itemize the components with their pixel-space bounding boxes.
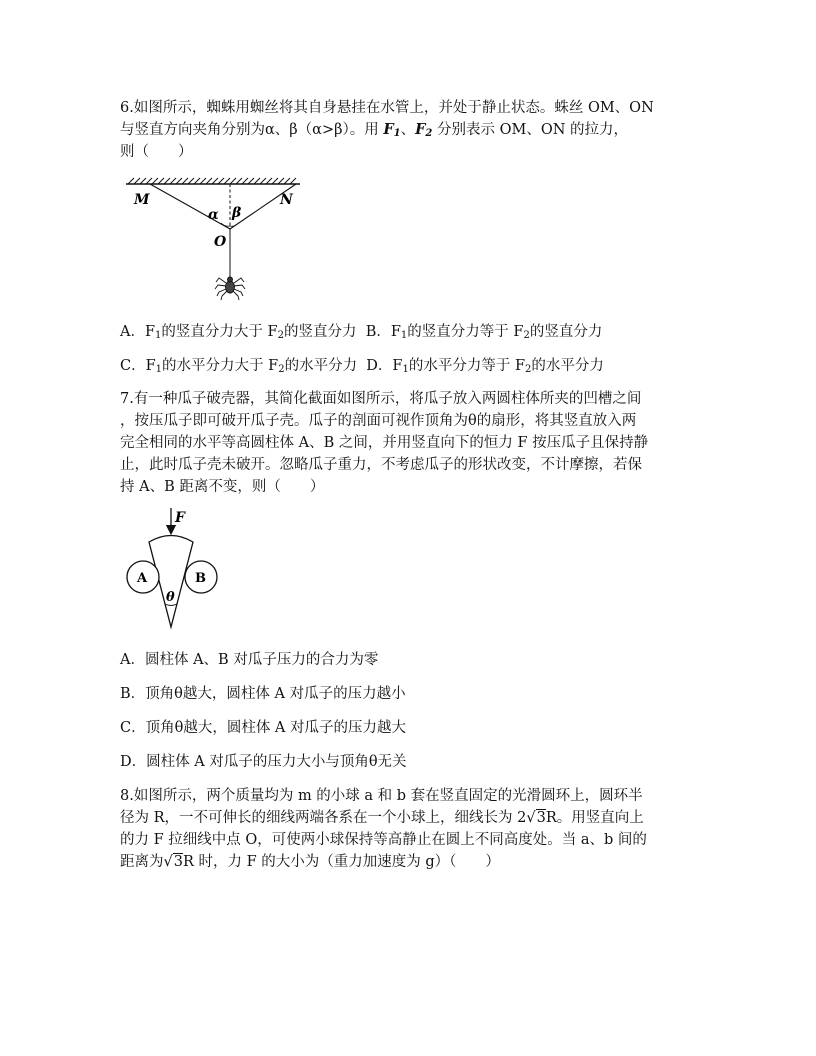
label-O: O <box>214 234 227 250</box>
q6-optA-pre: A．F <box>120 324 156 340</box>
q6-optB-mid: 的竖直分力等于 F <box>407 324 524 340</box>
q6-optC-mid: 的水平分力大于 F <box>162 358 279 374</box>
q6-f2-sub: 2 <box>425 128 433 139</box>
q6-f1: F <box>383 121 394 138</box>
q7-text-line-4: 止，此时瓜子壳未破开。忽略瓜子重力，不考虑瓜子的形状改变，不计摩擦，若保 <box>120 457 642 473</box>
q8-line4-sqrt: 3 <box>173 854 183 870</box>
label-M: M <box>134 192 150 208</box>
q6-text-line-1: 6.如图所示，蜘蛛用蜘丝将其自身悬挂在水管上，并处于静止状态。蛛丝 OM、ON <box>120 100 654 116</box>
q7-text-line-1: 7.有一种瓜子破壳器，其简化截面如图所示，将瓜子放入两圆柱体所夹的凹槽之间 <box>120 391 642 407</box>
q6-optB-post: 的竖直分力 <box>529 324 603 340</box>
q7-option-d: D．圆柱体 A 对瓜子的压力大小与顶角θ无关 <box>120 754 407 770</box>
q7-option-b: B．顶角θ越大，圆柱体 A 对瓜子的压力越小 <box>120 686 406 702</box>
q8-text-line-2 <box>120 806 644 827</box>
q6-f2: F <box>415 121 426 138</box>
q6-text-line-3: 则（ ） <box>120 144 193 160</box>
label-F: F <box>175 510 185 526</box>
q8-line2-sqrt: 3 <box>536 810 546 826</box>
q7-option-a: A．圆柱体 A、B 对瓜子压力的合力为零 <box>120 652 379 668</box>
q6-optD-post: 的水平分力 <box>531 358 604 374</box>
q6-optA-s2: 2 <box>277 330 284 341</box>
q7-text-line-2: ，按压瓜子即可破开瓜子壳。瓜子的剖面可视作顶角为θ的扇形，将其竖直放入两 <box>120 413 637 429</box>
q6-optC-pre: C．F <box>120 358 156 374</box>
label-beta: β <box>232 205 242 221</box>
q6-optD-mid: 的水平分力等于 F <box>408 358 526 374</box>
q6-option-a-b <box>120 320 602 341</box>
q6-line2-b: 分别表示 OM、ON 的拉力， <box>432 122 629 138</box>
q6-optC-post: 的水平分力 <box>284 358 358 374</box>
sqrt-expression: √3 <box>526 810 546 826</box>
seed-cracker-figure <box>120 505 230 635</box>
label-B: B <box>195 571 206 586</box>
q6-line2-a: 与竖直方向夹角分别为α、β（α>β）。用 <box>120 122 384 138</box>
q6-sep: 、 <box>400 122 416 138</box>
q7-option-c: C．顶角θ越大，圆柱体 A 对瓜子的压力越大 <box>120 720 407 736</box>
q8-text-line-3: 的力 F 拉细线中点 O，可使两小球保持等高静止在圆上不同高度处。当 a、b 间的 <box>120 832 647 848</box>
q6-optA-s1: 1 <box>155 330 162 341</box>
q6-optA-post: 的竖直分力 <box>283 324 357 340</box>
label-alpha: α <box>208 207 219 223</box>
q8-text-line-4 <box>120 850 500 871</box>
q6-optA-mid: 的竖直分力大于 F <box>161 324 278 340</box>
q6-optD-s1: 1 <box>402 364 409 375</box>
q6-optB-s1: 1 <box>400 330 408 341</box>
q8-text-line-1: 8.如图所示，两个质量均为 m 的小球 a 和 b 套在竖直固定的光滑圆环上，圆环半 <box>120 788 643 804</box>
q6-text-line-2 <box>120 118 628 139</box>
q6-optC-s1: 1 <box>155 364 163 375</box>
q6-optB-s2: 2 <box>523 330 530 341</box>
q8-line4-b: R 时，力 F 的大小为（重力加速度为 g）（ ） <box>182 854 500 870</box>
label-N: N <box>280 192 293 208</box>
sqrt-expression: √3 <box>163 854 183 870</box>
q8-line2-b: R。用竖直向上 <box>545 810 644 826</box>
q7-text-line-3: 完全相同的水平等高圆柱体 A、B 之间，并用竖直向下的恒力 F 按压瓜子且保持静 <box>120 435 649 451</box>
q6-optB-pre: B．F <box>365 324 401 340</box>
q6-option-c-d <box>120 354 604 375</box>
q6-f1-sub: 1 <box>393 128 401 139</box>
q6-optD-pre: D．F <box>366 358 403 374</box>
q6-optC-s2: 2 <box>278 364 285 375</box>
label-A: A <box>137 571 148 586</box>
q8-line4-a: 距离为 <box>120 854 164 870</box>
q8-line2-a: 径为 R，一不可伸长的细线两端各系在一个小球上，细线长为 2 <box>120 810 527 826</box>
label-theta: θ <box>166 590 175 605</box>
spider-icon <box>215 277 245 300</box>
spider-figure <box>120 172 310 307</box>
q6-optD-s2: 2 <box>525 364 532 375</box>
q7-text-line-5: 持 A、B 距离不变，则（ ） <box>120 479 325 495</box>
